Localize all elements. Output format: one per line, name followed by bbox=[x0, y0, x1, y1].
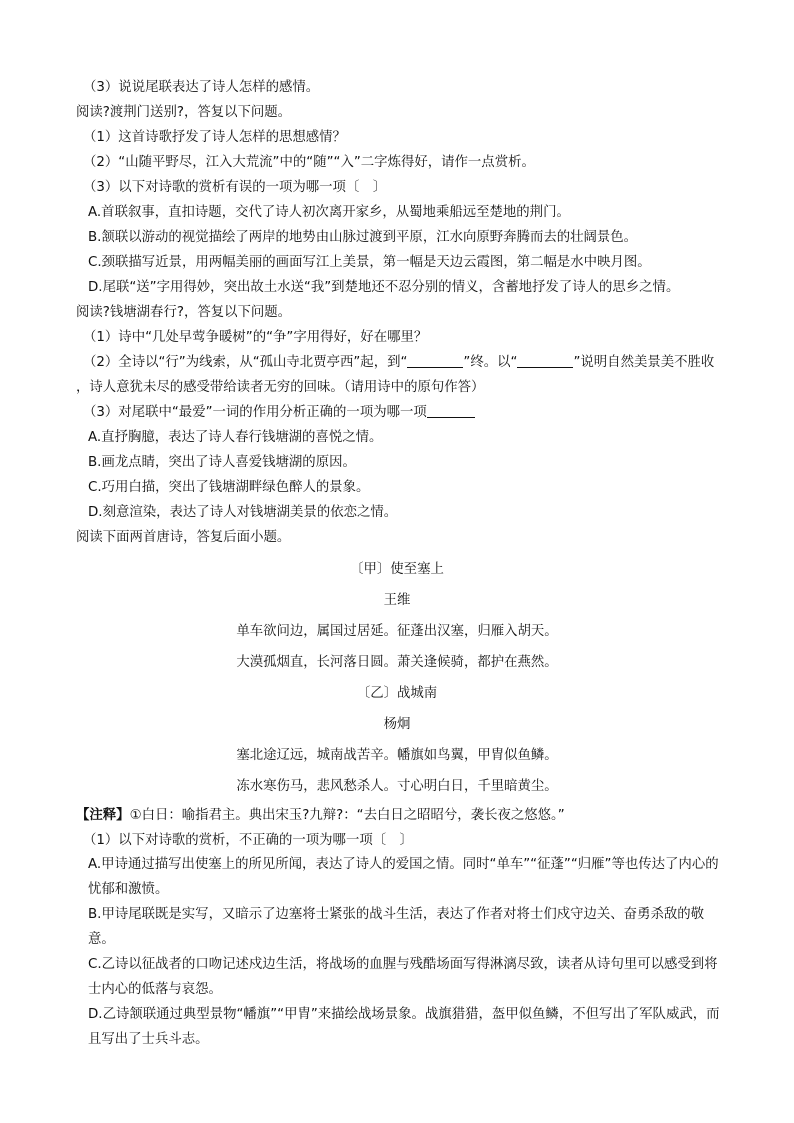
question-part: （2）全诗以“行”为线索，从“孤山寺北贾亭西”起，到“ bbox=[83, 355, 408, 370]
question-part: ”说明自然美景美不胜收 bbox=[573, 355, 715, 370]
option-c: C.颈联描写近景，用两幅美丽的画面写江上美景，第一幅是天边云霞图，第二幅是水中映月图。 bbox=[88, 255, 651, 270]
answer-blank[interactable] bbox=[517, 353, 573, 368]
question-text bbox=[83, 353, 733, 373]
annotation-text: ①白日：喻指君主。典出宋玉?九辩?：“去白日之昭昭兮，袭长夜之悠悠。” bbox=[129, 808, 565, 823]
question-text bbox=[83, 403, 733, 423]
section-intro: 阅读?钱塘湖春行?，答复以下问题。 bbox=[76, 305, 292, 320]
option-a: A.甲诗通过描写出使塞上的所见所闻，表达了诗人的爱国之情。同时“单车”“征蓬”“归雁”等也传达了内心的忧郁和激愤。 bbox=[88, 857, 719, 897]
option-b: B.颔联以游动的视觉描绘了两岸的地势由山脉过渡到平原，江水向原野奔腾而去的壮阔景色。 bbox=[88, 230, 638, 245]
poem-title: 〔乙〕战城南 bbox=[356, 686, 438, 701]
option-b: B.甲诗尾联既是实写，又暗示了边塞将士紧张的战斗生活，表达了作者对将士们戍守边关、奋勇杀敌的敬意。 bbox=[88, 907, 705, 947]
poem-line: 单车欲问边，属国过居延。征蓬出汉塞，归雁入胡天。 bbox=[236, 624, 558, 639]
question-text: （1）诗中“几处早莺争暖树”的“争”字用得好，好在哪里？ bbox=[83, 330, 428, 345]
option-b: B.画龙点睛，突出了诗人喜爱钱塘湖的原因。 bbox=[88, 455, 356, 470]
question-part: （3）对尾联中“最爱”一词的作用分析正确的一项为哪一项 bbox=[83, 405, 427, 420]
answer-blank[interactable] bbox=[407, 353, 463, 368]
question-text: （3）说说尾联表达了诗人怎样的感情。 bbox=[83, 80, 320, 95]
question-text: （1）以下对诗歌的赏析，不正确的一项为哪一项〔 〕 bbox=[83, 833, 413, 848]
answer-blank[interactable] bbox=[427, 403, 475, 418]
option-a: A.直抒胸臆，表达了诗人春行钱塘湖的喜悦之情。 bbox=[88, 430, 383, 445]
poem-author: 王维 bbox=[383, 593, 411, 608]
poem-line: 大漠孤烟直，长河落日圆。萧关逢候骑，都护在燕然。 bbox=[236, 655, 558, 670]
option-d: D.乙诗颔联通过典型景物“幡旗”“甲胄”来描绘战场景象。战旗猎猎，盔甲似鱼鳞，不但写出了军队威武，而且写出了士兵斗志。 bbox=[88, 1007, 720, 1047]
poem-title: 〔甲〕使至塞上 bbox=[350, 562, 444, 577]
question-part: ”终。以“ bbox=[463, 355, 518, 370]
option-a: A.首联叙事，直扣诗题，交代了诗人初次离开家乡，从蜀地乘船远至楚地的荆门。 bbox=[88, 205, 570, 220]
poem-author: 杨炯 bbox=[383, 717, 411, 732]
question-text: （1）这首诗歌抒发了诗人怎样的思想感情？ bbox=[83, 130, 346, 145]
question-text: ，诗人意犹未尽的感受带给读者无穷的回味。（请用诗中的原句作答） bbox=[76, 380, 485, 395]
poem-line: 塞北途辽远，城南战苦辛。幡旗如鸟翼，甲胄似鱼鳞。 bbox=[236, 748, 558, 763]
section-intro: 阅读下面两首唐诗，答复后面小题。 bbox=[76, 530, 291, 545]
question-text: （3）以下对诗歌的赏析有误的一项为哪一项〔 〕 bbox=[83, 180, 387, 195]
option-c: C.乙诗以征战者的口吻记述戍边生活，将战场的血腥与残酷场面写得淋漓尽致，读者从诗句里可以感受到将士内心的低落与哀怨。 bbox=[88, 957, 718, 997]
annotation-label: 【注释】 bbox=[76, 808, 130, 823]
section-intro: 阅读?渡荆门送别?，答复以下问题。 bbox=[76, 105, 292, 120]
question-text: （2）“山随平野尽，江入大荒流”中的“随”“入”二字炼得好，请作一点赏析。 bbox=[83, 155, 535, 170]
option-d: D.尾联“送”字用得妙，突出故土水送“我”到楚地还不忍分别的情义，含蓄地抒发了诗人的思乡之情。 bbox=[88, 280, 680, 295]
option-c: C.巧用白描，突出了钱塘湖畔绿色醉人的景象。 bbox=[88, 480, 370, 495]
annotation bbox=[76, 806, 726, 826]
option-d: D.刻意渲染，表达了诗人对钱塘湖美景的依恋之情。 bbox=[88, 505, 398, 520]
poem-line: 冻水寒伤马，悲风愁杀人。寸心明白日，千里暗黄尘。 bbox=[236, 779, 558, 794]
